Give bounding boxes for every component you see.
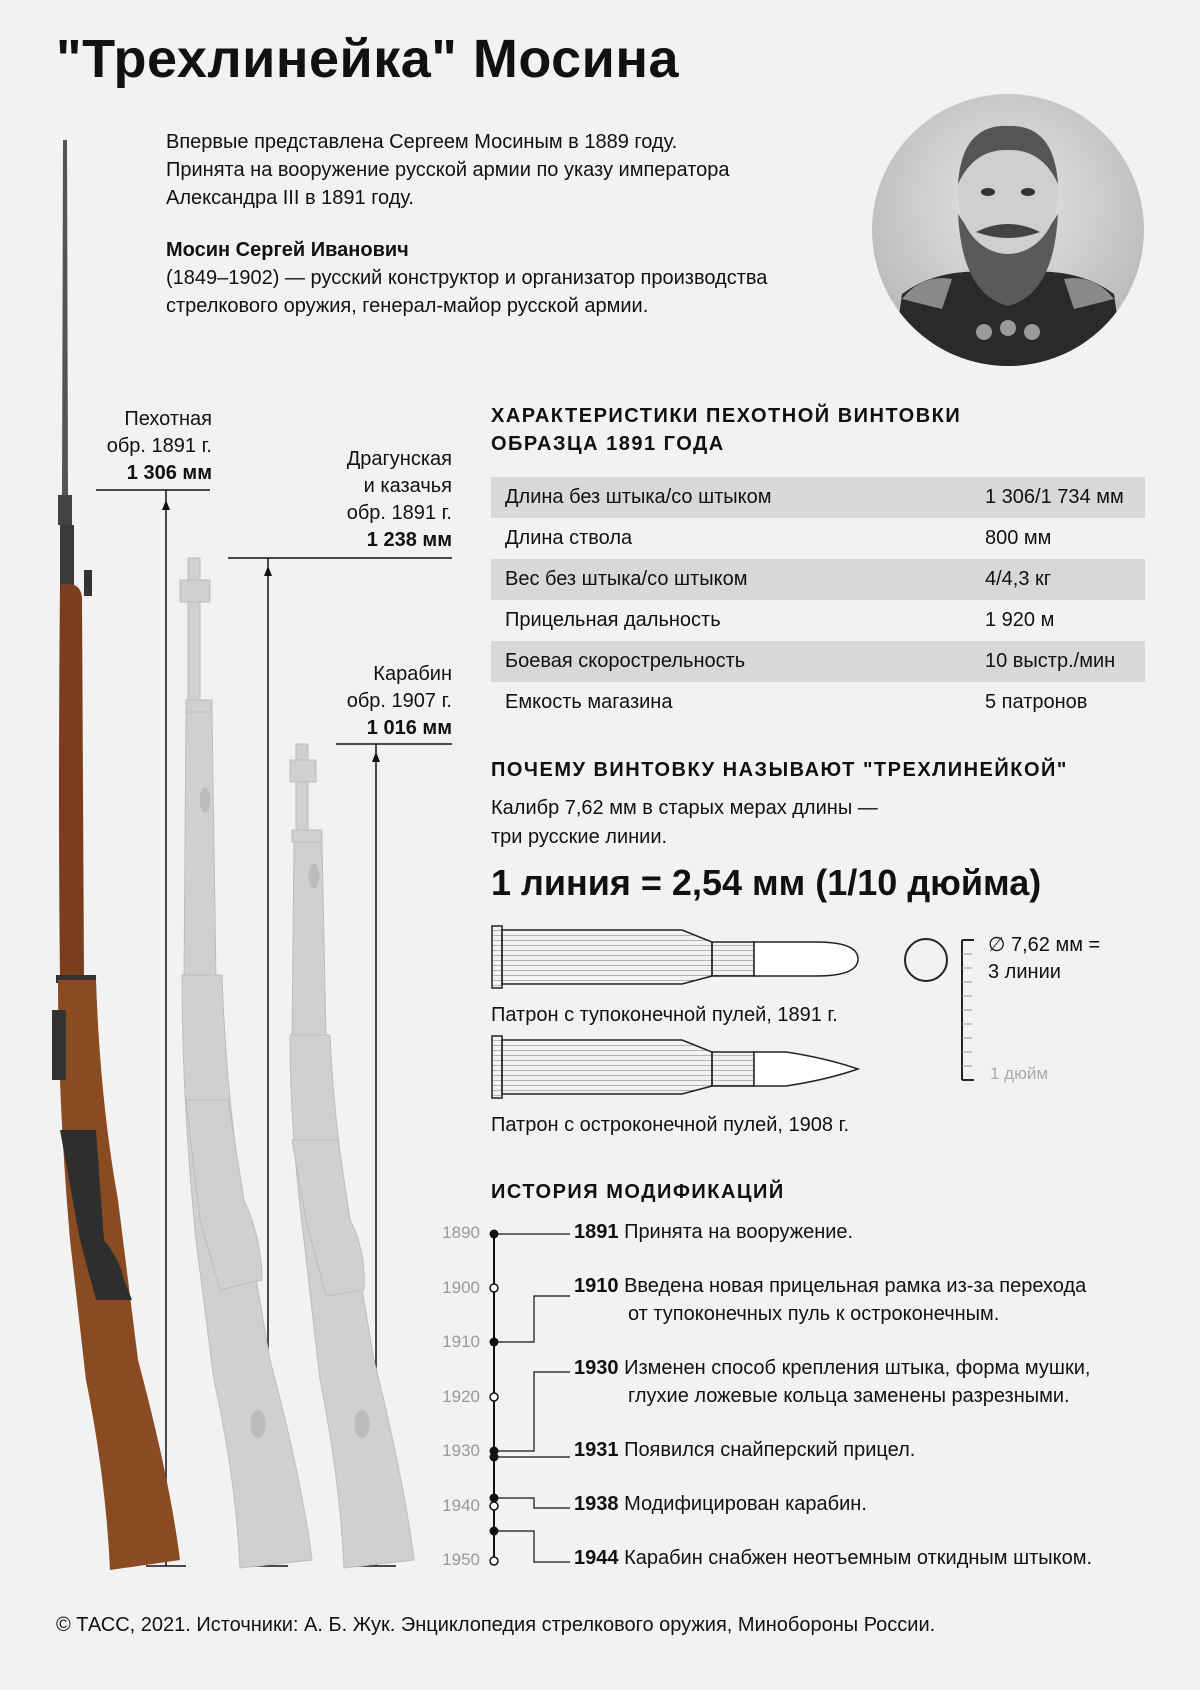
rifle-type: Карабин	[373, 663, 452, 685]
specs-heading	[491, 402, 961, 458]
spec-label: Боевая скорострельность	[491, 641, 979, 682]
event-year: 1891	[574, 1221, 619, 1243]
heading-line: ХАРАКТЕРИСТИКИ ПЕХОТНОЙ ВИНТОВКИ	[491, 405, 962, 427]
rifle-type: Пехотная	[124, 408, 212, 430]
history-event	[574, 1436, 1174, 1464]
rifle-length: 1 238 мм	[366, 529, 452, 551]
history-event	[574, 1490, 1174, 1518]
event-text-2: от тупоконечных пуль к остроконечным.	[628, 1303, 1000, 1325]
event-year: 1930	[574, 1357, 619, 1379]
timeline-year: 1950	[442, 1550, 480, 1569]
carbine	[290, 744, 414, 1568]
footer-credits: © ТАСС, 2021. Источники: А. Б. Жук. Энциклопедия стрелкового оружия, Минобороны России.	[56, 1614, 936, 1636]
spec-value: 4/4,3 кг	[979, 559, 1145, 600]
event-text: Модифицирован карабин.	[624, 1493, 867, 1515]
specs-table	[491, 477, 1145, 723]
rifle-model: обр. 1891 г.	[106, 435, 212, 457]
spec-value: 5 патронов	[985, 691, 1088, 713]
intro-line: Александра III в 1891 году.	[166, 187, 414, 209]
event-year: 1944	[574, 1547, 619, 1569]
rifle-type: Драгунская	[346, 448, 452, 470]
spec-value: 1 306/1 734 мм	[979, 477, 1145, 518]
intro-line: Впервые представлена Сергеем Мосиным в 1889 году.	[166, 131, 678, 153]
table-row	[491, 518, 1145, 559]
caliber-heading: ПОЧЕМУ ВИНТОВКУ НАЗЫВАЮТ "ТРЕХЛИНЕЙКОЙ"	[491, 759, 1068, 781]
history-event	[574, 1218, 1174, 1246]
intro-line: Принята на вооружение русской армии по указу императора	[166, 159, 730, 181]
event-text: Изменен способ крепления штыка, форма мушки,	[624, 1357, 1091, 1379]
event-text: Принята на вооружение.	[624, 1221, 854, 1243]
history-event	[574, 1272, 1174, 1328]
spec-value: 1 920 м	[985, 609, 1055, 631]
caliber-line: Калибр 7,62 мм в старых мерах длины —	[491, 797, 878, 819]
bio-name: Мосин Сергей Иванович	[166, 239, 409, 261]
rifle-length: 1 306 мм	[126, 462, 212, 484]
event-text: Появился снайперский прицел.	[624, 1439, 916, 1461]
table-row	[491, 682, 1145, 723]
spec-label: Длина ствола	[505, 527, 633, 549]
diameter-line: 3 линии	[988, 961, 1061, 983]
event-year: 1931	[574, 1439, 619, 1461]
cartridge-caption: Патрон с остроконечной пулей, 1908 г.	[491, 1114, 849, 1136]
spec-value: 800 мм	[985, 527, 1052, 549]
spec-label: Емкость магазина	[505, 691, 673, 713]
bio-line: стрелкового оружия, генерал-майор русской армии.	[166, 295, 649, 317]
heading-line: ОБРАЗЦА 1891 ГОДА	[491, 433, 725, 455]
portrait-image	[872, 94, 1144, 366]
spec-label: Длина без штыка/со штыком	[491, 477, 979, 518]
history-event	[574, 1544, 1194, 1572]
timeline-year: 1920	[442, 1387, 480, 1406]
table-row	[491, 559, 1145, 600]
portrait-illustration	[872, 94, 1144, 366]
diameter-ruler	[900, 930, 990, 1090]
event-text: Введена новая прицельная рамка из-за перехода	[624, 1275, 1087, 1297]
event-year: 1910	[574, 1275, 619, 1297]
rifles-illustration	[0, 0, 470, 1600]
spec-value: 10 выстр./мин	[979, 641, 1145, 682]
table-row	[491, 641, 1145, 682]
spec-label: Прицельная дальность	[505, 609, 721, 631]
timeline-year: 1890	[442, 1223, 480, 1242]
bio-line: (1849–1902) — русский конструктор и организатор производства	[166, 267, 768, 289]
timeline-year: 1940	[442, 1496, 480, 1515]
cartridge-pointed	[492, 1036, 858, 1098]
inch-label: 1 дюйм	[990, 1064, 1049, 1083]
event-text: Карабин снабжен неотъемным откидным штыком.	[624, 1547, 1093, 1569]
caliber-text	[491, 794, 878, 852]
caliber-formula: 1 линия = 2,54 мм (1/10 дюйма)	[491, 862, 1042, 903]
timeline-year: 1930	[442, 1441, 480, 1460]
timeline-year: 1900	[442, 1278, 480, 1297]
cartridge-caption: Патрон с тупоконечной пулей, 1891 г.	[491, 1004, 838, 1026]
table-row	[491, 477, 1145, 518]
event-text-2: глухие ложевые кольца заменены разрезными.	[628, 1385, 1070, 1407]
rifle-model: обр. 1907 г.	[346, 690, 452, 712]
timeline-year: 1910	[442, 1332, 480, 1351]
cartridge-blunt	[492, 926, 858, 988]
page-title: "Трехлинейка" Мосина	[56, 29, 680, 89]
diameter-label	[988, 932, 1100, 986]
event-year: 1938	[574, 1493, 619, 1515]
rifle-length: 1 016 мм	[366, 717, 452, 739]
caliber-line: три русские линии.	[491, 826, 668, 848]
history-heading: ИСТОРИЯ МОДИФИКАЦИЙ	[491, 1181, 785, 1203]
table-row	[491, 600, 1145, 641]
rifle-type: и казачья	[363, 475, 452, 497]
bullet-diameter-circle	[905, 939, 947, 981]
diameter-line: ∅ 7,62 мм =	[988, 934, 1101, 956]
timeline	[480, 1220, 580, 1580]
spec-label: Вес без штыка/со штыком	[491, 559, 979, 600]
infantry-rifle	[52, 140, 180, 1570]
history-event	[574, 1354, 1194, 1410]
rifle-model: обр. 1891 г.	[346, 502, 452, 524]
